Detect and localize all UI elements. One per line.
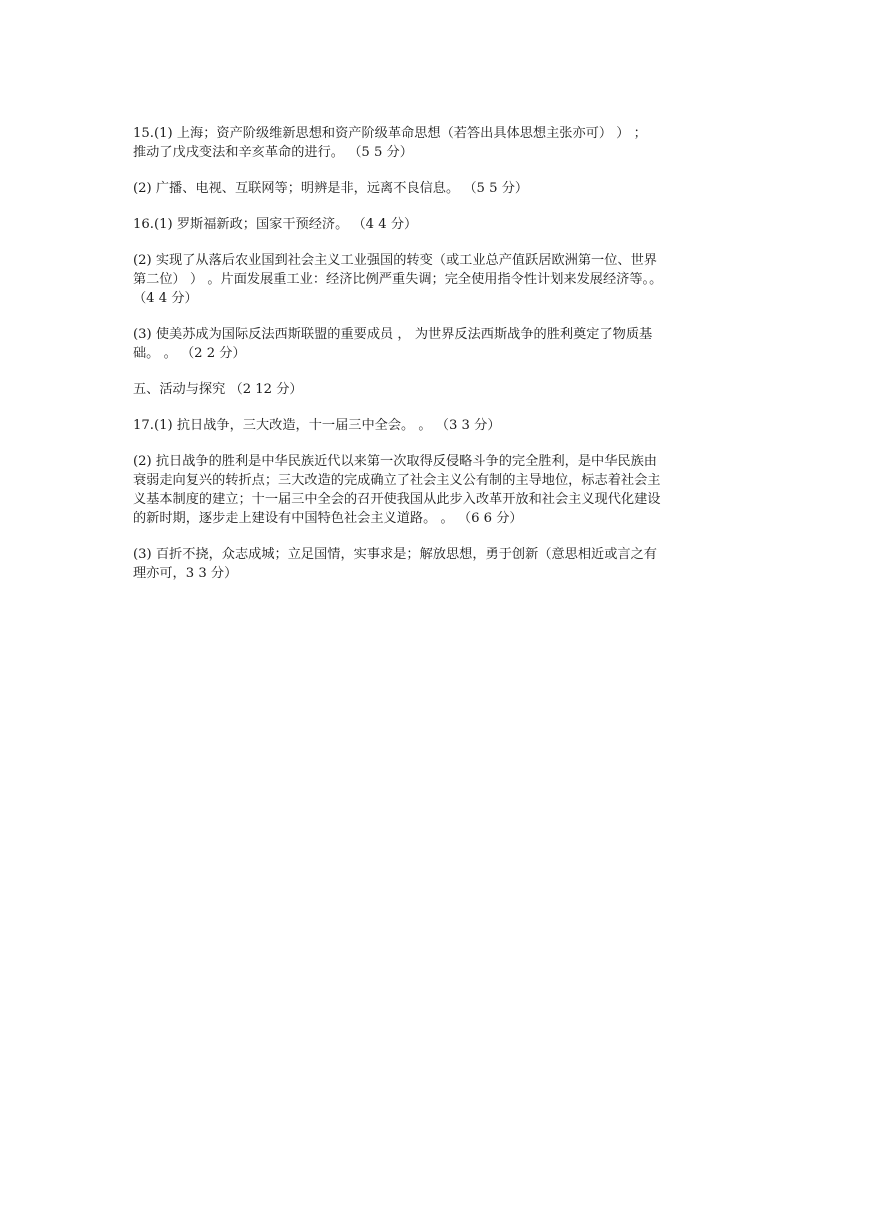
text-line: (2) 广播、电视、互联网等；明辨是非，远离不良信息。 （5 5 分） [133,181,529,196]
answer-16-1 [133,215,743,234]
answer-content [133,124,743,600]
text-line: 五、活动与探究 （2 12 分） [133,382,303,397]
text-line: 理亦可，3 3 分） [133,566,238,581]
answer-17-3 [133,545,743,583]
text-line: (2) 实现了从落后农业国到社会主义工业强国的转变（或工业总产值跃居欧洲第一位、世界 [133,253,657,268]
text-line: 推动了戊戌变法和辛亥革命的进行。 （5 5 分） [133,145,413,160]
text-line: (3) 百折不挠，众志成城；立足国情，实事求是；解放思想，勇于创新（意思相近或言之有 [133,547,657,562]
answer-16-2 [133,251,743,308]
text-line: 衰弱走向复兴的转折点；三大改造的完成确立了社会主义公有制的主导地位，标志着社会主 [133,473,661,488]
text-line: 17.(1) 抗日战争，三大改造，十一届三中全会。 。 （3 3 分） [133,418,501,433]
text-line: 的新时期，逐步走上建设有中国特色社会主义道路。 。 （6 6 分） [133,511,523,526]
answer-15-1 [133,124,743,162]
text-line: 义基本制度的建立；十一届三中全会的召开使我国从此步入改革开放和社会主义现代化建设 [133,492,661,507]
section-heading-activity [133,380,743,399]
answer-17-1 [133,416,743,435]
text-line: 础。 。 （2 2 分） [133,346,246,361]
text-line: （4 4 分） [133,291,198,306]
text-line: (2) 抗日战争的胜利是中华民族近代以来第一次取得反侵略斗争的完全胜利，是中华民族由 [133,454,657,469]
answer-15-2 [133,179,743,198]
text-line: 15.(1) 上海；资产阶级维新思想和资产阶级革命思想（若答出具体思想主张亦可） ） ； [133,126,647,141]
text-line: 16.(1) 罗斯福新政；国家干预经济。 （4 4 分） [133,217,418,232]
answer-17-2 [133,452,743,528]
answer-16-3 [133,325,743,363]
text-line: 第二位） ） 。片面发展重工业：经济比例严重失调；完全使用指令性计划来发展经济等。。 [133,272,663,287]
text-line: (3) 使美苏成为国际反法西斯联盟的重要成员 ， 为世界反法西斯战争的胜利奠定了物质基 [133,327,653,342]
